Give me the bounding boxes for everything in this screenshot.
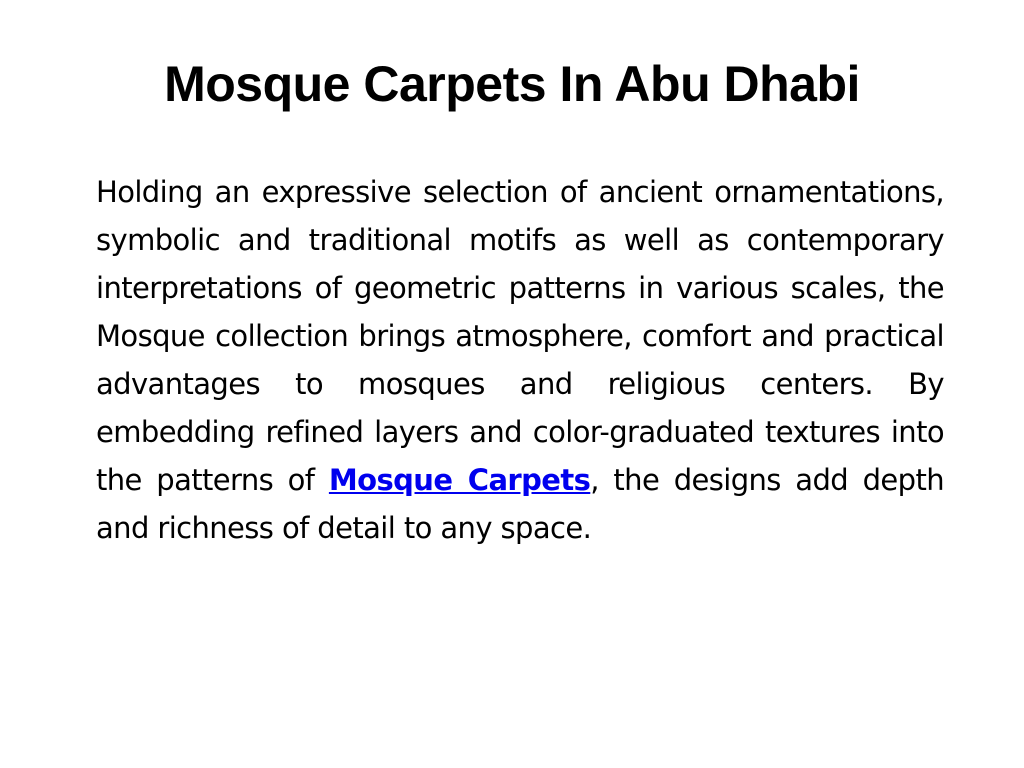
body-text-before-link: Holding an expressive selection of ancient ornamentations, symbolic and traditional motifs as well as contemporary interpretations of geometric patterns in various scales, the Mosque collection brings atmosphere, comfort and practical advantages to mosques and religious centers. By embedding refined layers and color-graduated textures into the patterns of [96, 175, 944, 497]
slide-title: Mosque Carpets In Abu Dhabi [164, 56, 860, 112]
slide-body [96, 168, 944, 552]
body-text-after-link: , the designs add depth and richness of detail to any space. [96, 463, 944, 545]
mosque-carpets-link[interactable]: Mosque Carpets [328, 463, 591, 497]
